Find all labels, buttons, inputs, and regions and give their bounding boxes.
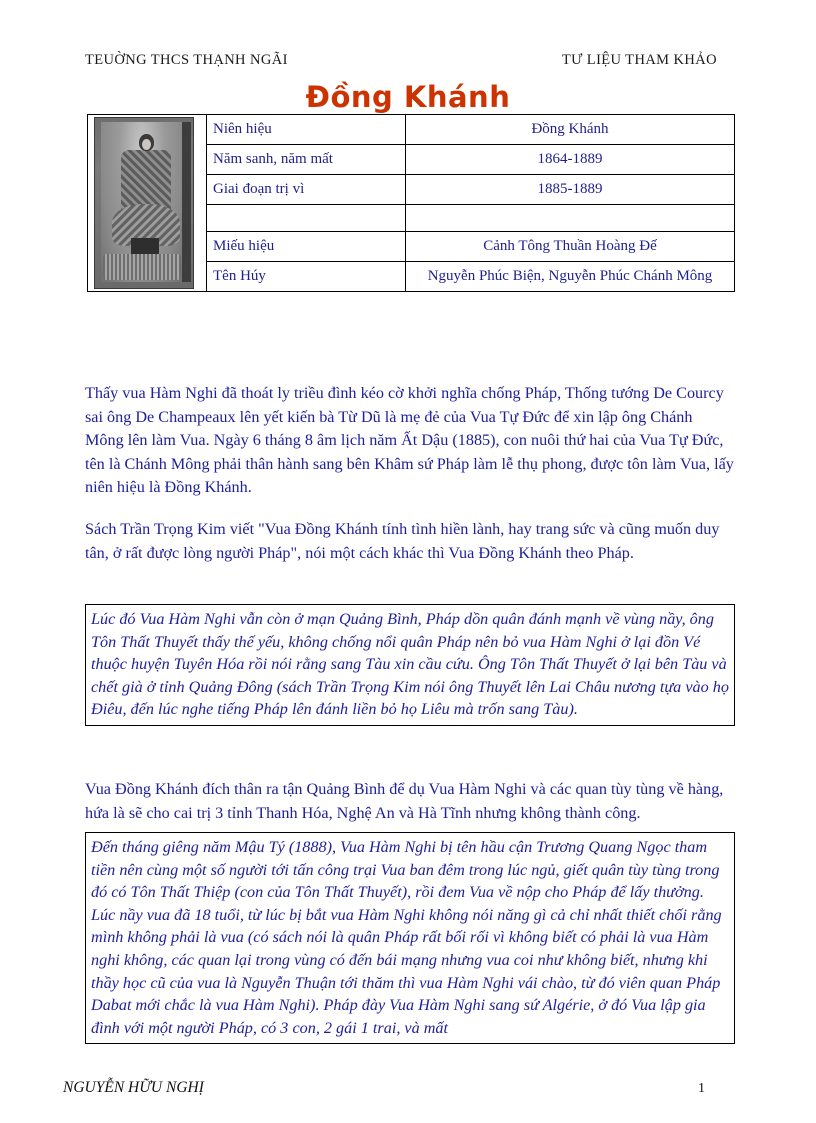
body-paragraph-3: Vua Đồng Khánh đích thân ra tận Quảng Bình để dụ Vua Hàm Nghi và các quan tùy tùng về hàng, hứa là sẽ cho cai trị 3 tỉnh Thanh Hóa, Nghệ An và Hà Tĩnh nhưng không thành công. <box>85 780 724 822</box>
header-school-name: TEUỜNG THCS THẠNH NGÃI <box>85 52 288 68</box>
portrait-robe <box>121 150 171 212</box>
emperor-info-table <box>87 114 735 292</box>
info-label-ten-huy: Tên Húy <box>207 262 406 292</box>
emperor-portrait-cell <box>88 115 207 292</box>
info-label-nien-hieu: Niên hiệu <box>207 115 406 145</box>
portrait-face <box>142 139 151 150</box>
info-label-empty <box>207 205 406 232</box>
page-header <box>85 52 735 69</box>
info-value-giai-doan-tri-vi: 1885-1889 <box>406 175 735 205</box>
portrait-shadow <box>182 122 191 282</box>
page-footer <box>63 1079 753 1097</box>
header-document-type: TƯ LIỆU THAM KHẢO <box>561 52 717 68</box>
emperor-info-table-wrapper <box>87 114 735 292</box>
footer-author: NGUYỄN HỮU NGHỊ <box>63 1079 204 1096</box>
page-title: Đồng Khánh <box>305 80 511 114</box>
footer-page-number: 1 <box>698 1081 705 1096</box>
table-row <box>88 115 735 145</box>
emperor-portrait-image <box>94 117 194 289</box>
portrait-base <box>103 254 181 280</box>
info-value-mieu-hieu: Cảnh Tông Thuần Hoàng Đế <box>406 232 735 262</box>
body-paragraph-1: Thấy vua Hàm Nghi đã thoát ly triều đình kéo cờ khởi nghĩa chống Pháp, Thống tướng De Courcy sai ông De Champeaux lên yết kiến bà Từ Dũ là mẹ đẻ của Vua Tự Đức để xin lập ông Chánh Mông lên làm Vua. Ngày 6 tháng 8 âm lịch năm Ất Dậu (1885), con nuôi thứ hai của Vua Tự Đức, tên là Chánh Mông phải thân hành sang bên Khâm sứ Pháp làm lễ thụ phong, được tôn làm Vua, lấy niên hiệu là Đồng Khánh. <box>85 384 734 496</box>
quote-box-1: Lúc đó Vua Hàm Nghi vẫn còn ở mạn Quảng Bình, Pháp dồn quân đánh mạnh về vùng nầy, ông Tôn Thất Thuyết thấy thế yếu, không chống nổi quân Pháp nên bỏ vua Hàm Nghi ở lại đồn Vé thuộc huyện Tuyên Hóa rồi nói rằng sang Tàu xin cầu cứu. Ông Tôn Thất Thuyết ở lại bên Tàu và chết già ở tỉnh Quảng Đông (sách Trần Trọng Kim nói ông Thuyết lên Lai Châu nương tựa vào họ Điêu, đến lúc nghe tiếng Pháp lên đánh liền bỏ họ Liêu mà trốn sang Tàu). <box>85 604 735 726</box>
info-value-ten-huy: Nguyễn Phúc Biện, Nguyễn Phúc Chánh Mông <box>406 262 735 292</box>
info-value-nam-sanh-nam-mat: 1864-1889 <box>406 145 735 175</box>
info-value-empty <box>406 205 735 232</box>
body-paragraph-2: Sách Trần Trọng Kim viết "Vua Đồng Khánh tính tình hiền lành, hay trang sức và cũng muốn duy tân, ở rất được lòng người Pháp", nói một cách khác thì Vua Đồng Khánh theo Pháp. <box>85 520 720 562</box>
info-label-mieu-hieu: Miếu hiệu <box>207 232 406 262</box>
quote-box-2: Đến tháng giêng năm Mậu Tý (1888), Vua Hàm Nghi bị tên hầu cận Trương Quang Ngọc tham tiền nên cùng một số người tới tấn công trại Vua ban đêm trong lúc ngủ, giết quân tùy tùng trong đó có Tôn Thất Thiệp (con của Tôn Thất Thuyết), rồi đem Vua về nộp cho Pháp để lấy thưởng. Lúc nầy vua đã 18 tuổi, từ lúc bị bắt vua Hàm Nghi không nói năng gì cả chỉ nhất thiết chối rằng mình không phải là vua (có sách nói là quân Pháp rất bối rối vì không biết có phải là vua Hàm nghi không, các quan lại trong vùng có đến bái mạng nhưng vua coi như không biết, nhưng khi thầy học cũ của vua là Nguyễn Thuận tới thăm thì vua Hàm Nghi vái chào, từ đó viên quan Pháp Dabat mới chắc là vua Hàm Nghi). Pháp đày Vua Hàm Nghi sang sứ Algérie, ở đó Vua lập gia đình với một người Pháp, có 3 con, 2 gái 1 trai, và mất <box>85 832 735 1044</box>
info-label-giai-doan-tri-vi: Giai đoạn trị vì <box>207 175 406 205</box>
info-label-nam-sanh-nam-mat: Năm sanh, năm mất <box>207 145 406 175</box>
info-value-nien-hieu: Đồng Khánh <box>406 115 735 145</box>
